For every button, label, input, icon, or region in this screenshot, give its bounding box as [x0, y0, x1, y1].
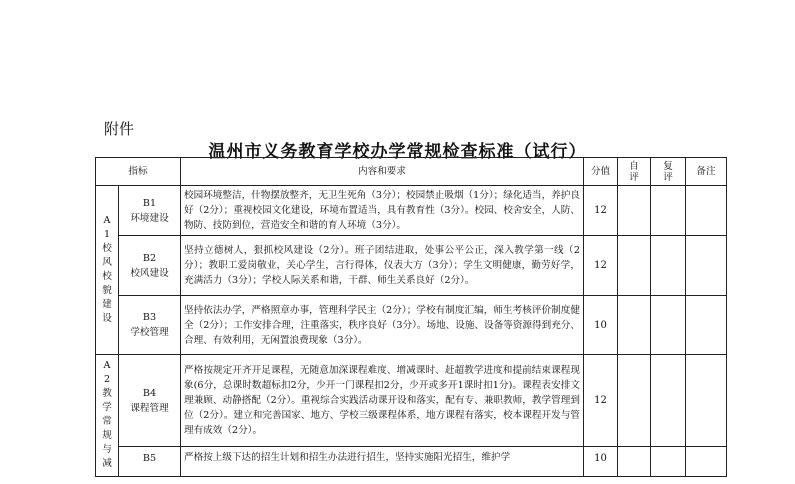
indicator-cell: B1 环境建设: [119, 186, 181, 236]
score-cell: 12: [584, 236, 618, 296]
score-cell: 12: [584, 186, 618, 236]
table-header-row: [96, 158, 727, 186]
header-indicator: 指标: [96, 158, 181, 186]
indicator-cell: B4 课程管理: [119, 355, 181, 447]
content-cell: 校园环境整洁，什物摆放整齐，无卫生死角（3分）；校园禁止吸烟（1分）；绿化适当，养护良好（2分）；重视校园文化建设，环境布置适当，具有教育性（3分）。校园、校舍安全，人防、物防、技防到位，营造安全和谐的育人环境（3分）。: [181, 186, 584, 236]
re-eval-cell: [651, 236, 686, 296]
header-score: 分值: [584, 158, 618, 186]
score-cell: 12: [584, 355, 618, 447]
re-eval-cell: [651, 355, 686, 447]
content-cell: 严格按规定开齐开足课程，无随意加深课程难度、增减课时、赶超教学进度和提前结束课程现象(6分，总课时数超标扣2分，少开一门课程扣2分，少开或多开1课时扣1分)。课程表安排文理兼顾、动静搭配（2分）。重视综合实践活动课开设和落实，配有专、兼职教师，教学管理到位（2分）。建立和完善国家、地方、学校三级课程体系，地方课程有落实，校本课程开发与管理有成效（2分）。: [181, 355, 584, 447]
self-eval-cell: [618, 296, 651, 355]
indicator-cell: B3 学校管理: [119, 296, 181, 355]
group-cell-a2: A2 教学常规与减: [96, 355, 119, 477]
header-content: 内容和要求: [181, 158, 584, 186]
table-row: [96, 236, 727, 296]
header-self-eval: 自 评: [618, 158, 651, 186]
indicator-cell: B5: [119, 447, 181, 477]
self-eval-cell: [618, 236, 651, 296]
score-cell: 10: [584, 296, 618, 355]
table-row: [96, 186, 727, 236]
remarks-cell: [686, 186, 727, 236]
re-eval-cell: [651, 186, 686, 236]
header-re-eval: 复 评: [651, 158, 686, 186]
table-row: [96, 447, 727, 477]
re-eval-cell: [651, 296, 686, 355]
remarks-cell: [686, 296, 727, 355]
content-cell: 坚持立德树人，狠抓校风建设（2分）。班子团结进取，处事公平公正，深入教学第一线（2分）；教职工爱岗敬业，关心学生，言行得体，仪表大方（3分）；学生文明健康，勤劳好学，充满活力（3分）；学校人际关系和谐，干群、师生关系良好（2分）。: [181, 236, 584, 296]
content-cell: 坚持依法办学，严格照章办事，管理科学民主（2分）；学校有制度汇编，师生考核评价制度健全（2分）；工作安排合理，注重落实，秩序良好（3分）。场地、设施、设备等资源得到充分、合理、有效利用，无闲置浪费现象（3分）。: [181, 296, 584, 355]
inspection-standard-table: [95, 157, 727, 477]
table-row: [96, 296, 727, 355]
self-eval-cell: [618, 355, 651, 447]
remarks-cell: [686, 447, 727, 477]
re-eval-cell: [651, 447, 686, 477]
indicator-cell: B2 校风建设: [119, 236, 181, 296]
attachment-label: 附件: [104, 120, 135, 138]
group-cell-a1: A1 校风校貌建设: [96, 186, 119, 355]
remarks-cell: [686, 236, 727, 296]
table-row: [96, 355, 727, 447]
self-eval-cell: [618, 186, 651, 236]
score-cell: 10: [584, 447, 618, 477]
content-cell: 严格按上级下达的招生计划和招生办法进行招生，坚持实施阳光招生，维护学: [181, 447, 584, 477]
remarks-cell: [686, 355, 727, 447]
header-remarks: 备注: [686, 158, 727, 186]
document-title: 温州市义务教育学校办学常规检查标准（试行）: [208, 142, 587, 162]
self-eval-cell: [618, 447, 651, 477]
